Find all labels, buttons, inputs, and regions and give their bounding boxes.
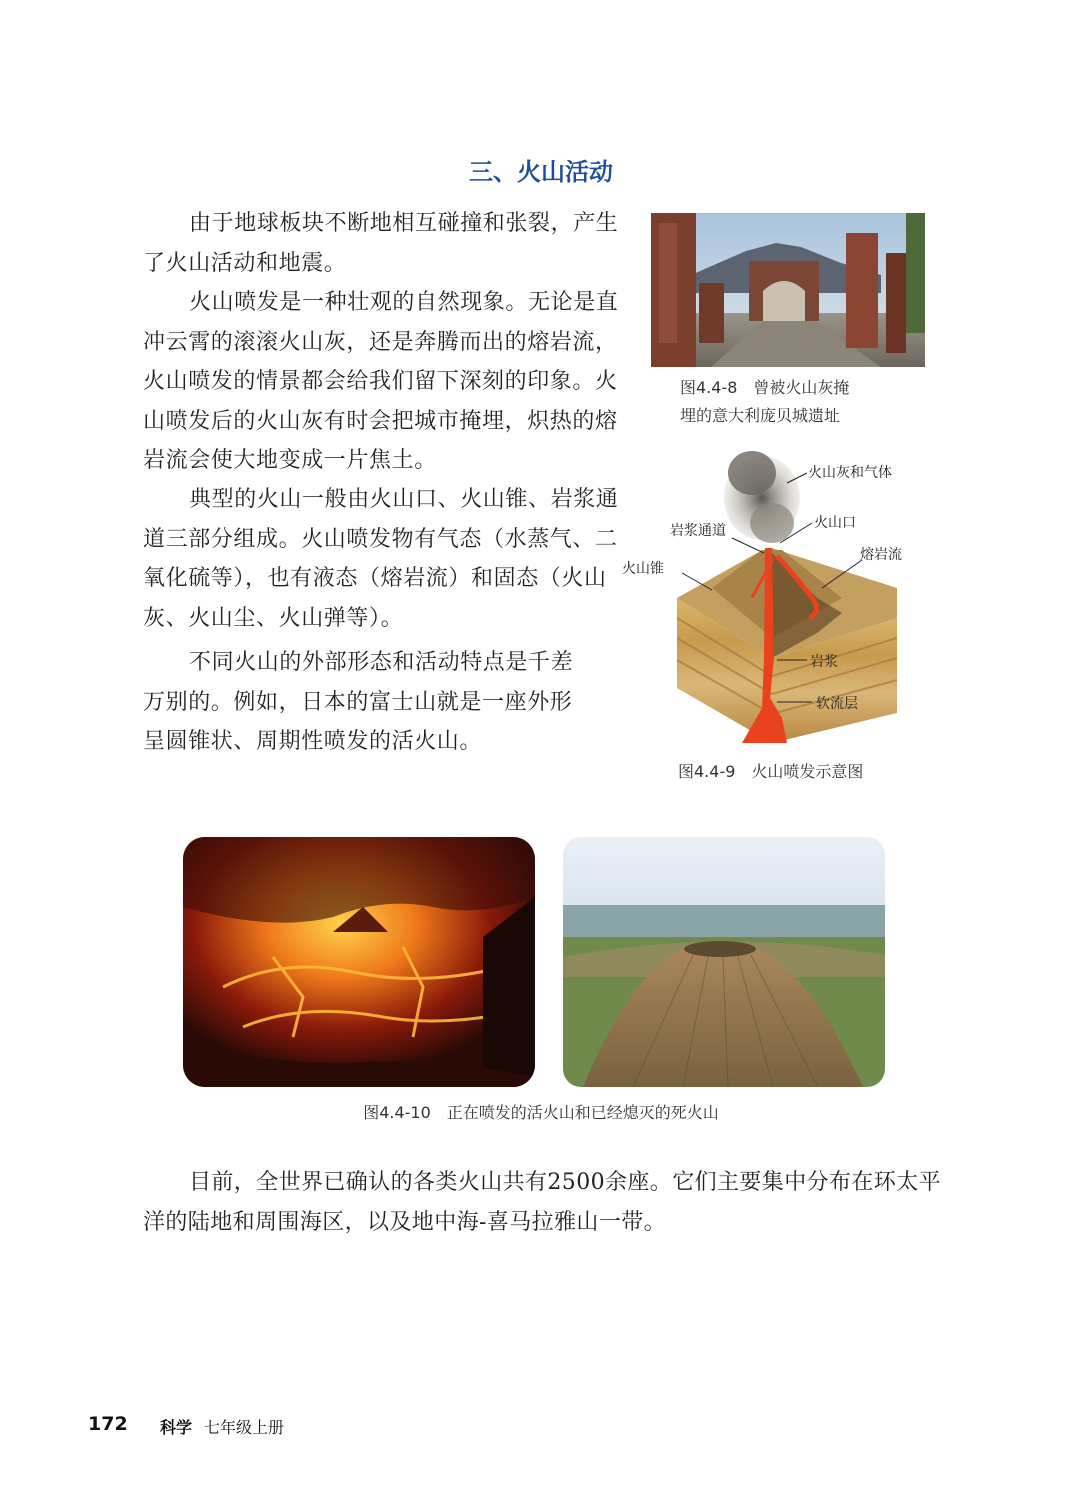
pompeii-ruins-photo — [651, 213, 925, 367]
book-info — [160, 1415, 284, 1438]
paragraph-5: 目前，全世界已确认的各类火山共有2500余座。它们主要集中分布在环太平洋的陆地和周围海区，以及地中海-喜马拉雅山一带。 — [143, 1170, 941, 1235]
label-ash-gas: 火山灰和气体 — [808, 465, 892, 481]
fig-4-4-10-caption: 图4.4-10 正在喷发的活火山和已经熄灭的死火山 — [363, 1103, 719, 1122]
page-number: 172 — [88, 1413, 128, 1435]
label-asthenosphere: 软流层 — [816, 696, 858, 712]
label-lava-flow: 熔岩流 — [860, 547, 902, 563]
fig-4-4-8-caption — [680, 374, 849, 430]
fig-4-4-9-caption: 图4.4-9 火山喷发示意图 — [678, 762, 864, 781]
label-magma: 岩浆 — [810, 654, 838, 670]
paragraph-3: 典型的火山一般由火山口、火山锥、岩浆通道三部分组成。火山喷发物有气态（水蒸气、二氧化硫等），也有液态（熔岩流）和固态（火山灰、火山尘、火山弹等）。 — [143, 487, 619, 631]
extinct-volcano-photo — [563, 837, 885, 1087]
book-volume: 七年级上册 — [204, 1418, 285, 1437]
paragraph-2: 火山喷发是一种壮观的自然现象。无论是直冲云霄的滚滚火山灰，还是奔腾而出的熔岩流，火山喷发的情景都会给我们留下深刻的印象。火山喷发后的火山灰有时会把城市掩埋，炽热的熔岩流会使大地变成一片焦土。 — [143, 290, 619, 473]
label-cone: 火山锥 — [622, 561, 664, 577]
subject: 科学 — [160, 1418, 193, 1437]
paragraph-1: 由于地球板块不断地相互碰撞和张裂，产生了火山活动和地震。 — [143, 211, 619, 276]
paragraph-4: 不同火山的外部形态和活动特点是千差万别的。例如，日本的富士山就是一座外形呈圆锥状、周期性喷发的活火山。 — [143, 650, 574, 754]
fig-4-4-8-caption-line1: 图4.4-8 曾被火山灰掩 — [680, 378, 850, 397]
fig-4-4-8-caption-line2: 埋的意大利庞贝城遗址 — [680, 406, 841, 425]
label-crater: 火山口 — [814, 515, 856, 531]
label-conduit: 岩浆通道 — [670, 523, 726, 539]
active-volcano-photo — [183, 837, 535, 1087]
volcano-diagram — [612, 448, 932, 754]
section-title: 三、火山活动 — [469, 158, 613, 186]
